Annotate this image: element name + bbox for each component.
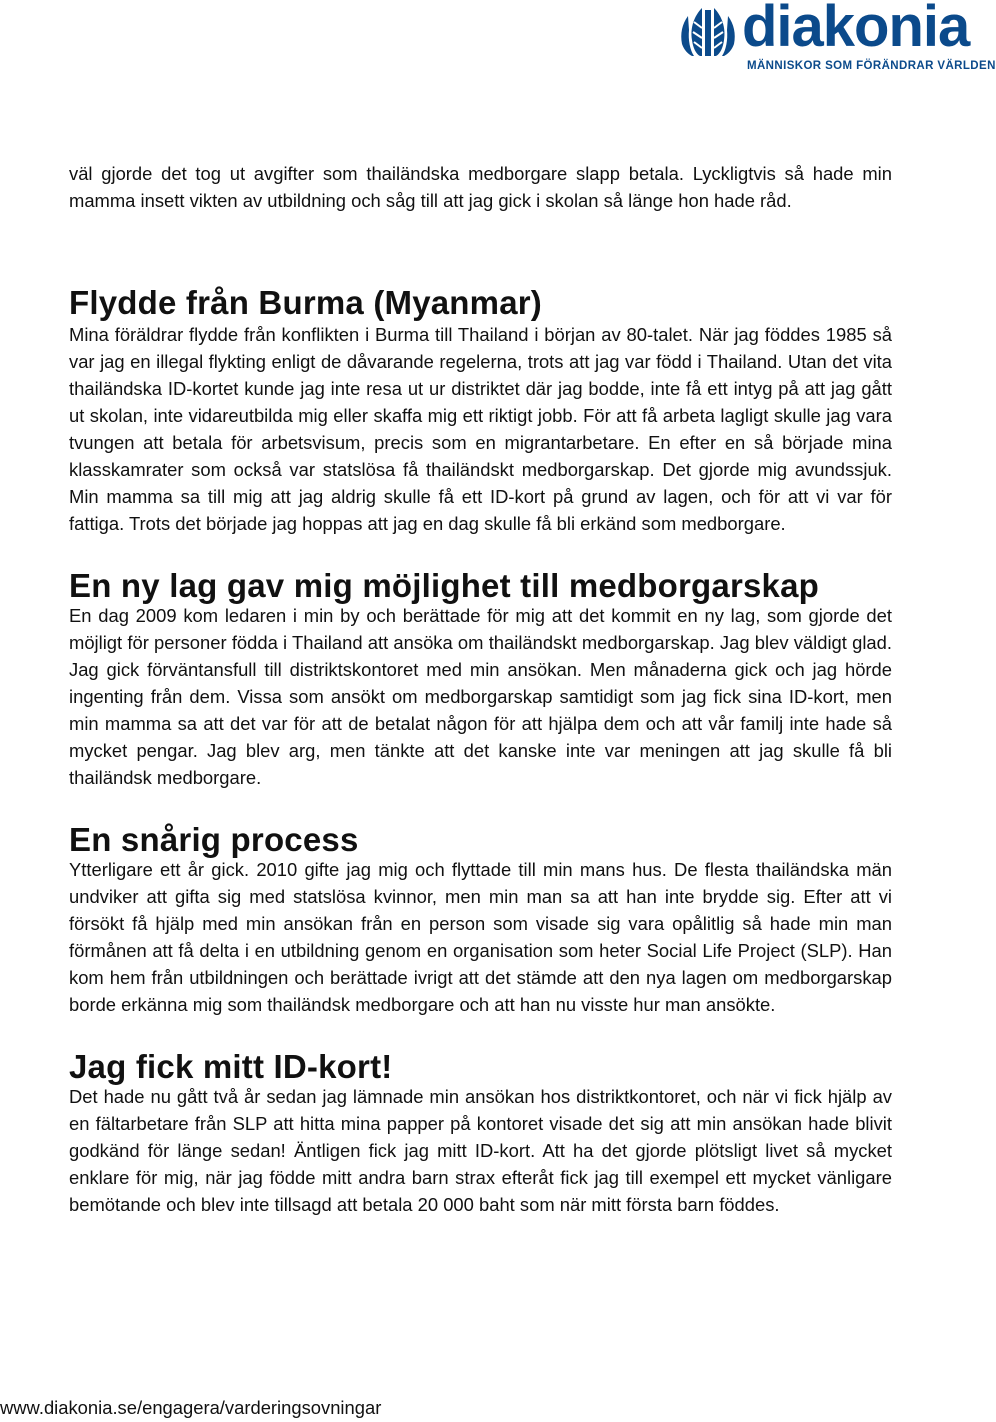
section-heading: En snårig process <box>69 821 359 858</box>
section-body: Ytterligare ett år gick. 2010 gifte jag mig och flyttade till min mans hus. De flesta thailändska män undviker att gifta sig med statslösa kvinnor, men min man sa att han inte brydde sig. Efter att vi försökt få hjälp med min ansökan från en person som visade sig vara opålitlig så hade min man förmånen att få delta i en utbildning genom en organisation som heter Social Life Project (SLP). Han kom hem från utbildningen och berättade ivrigt att det stämde att den nya lagen om medborgarskap borde erkänna mig som thailändsk medborgare och att han nu visste hur man ansökte. <box>69 859 892 1015</box>
logo-wordmark: diakonia <box>742 0 970 59</box>
wheat-sheaf-icon <box>680 6 736 58</box>
section-heading: En ny lag gav mig möjlighet till medborgarskap <box>69 567 820 604</box>
article <box>69 160 892 1218</box>
section-body: Det hade nu gått två år sedan jag lämnade min ansökan hos distriktkontoret, och när vi fick hjälp av en fältarbetare från SLP att hitta mina papper på kontoret visade det sig att min ansökan hade blivit godkänd för länge sedan! Äntligen fick jag mitt ID-kort. Att ha det gjorde plötsligt livet så mycket enklare för mig, när jag födde mitt andra barn strax efteråt fick jag till exempel ett mycket vänligare bemötande och blev inte tillsagd att betala 20 000 baht som när mitt första barn föddes. <box>69 1086 892 1215</box>
intro-paragraph: väl gjorde det tog ut avgifter som thailändska medborgare slapp betala. Lyckligtvis så hade min mamma insett vikten av utbildning och såg till att jag gick i skolan så länge hon hade råd. <box>69 163 892 211</box>
section-body: En dag 2009 kom ledaren i min by och berättade för mig att det kommit en ny lag, som gjorde det möjligt för personer födda i Thailand att ansöka om thailändskt medborgarskap. Jag blev väldigt glad. Jag gick förväntansfull till distriktskontoret med min ansökan. Men månaderna gick och jag hörde ingenting från dem. Vissa som ansökt om medborgarskap samtidigt som jag fick sina ID-kort, men min mamma sa att det var för att de betalat någon för att hjälpa dem och att vår familj inte hade så mycket pengar. Jag blev arg, men tänkte att det kanske inte var meningen att jag skulle få bli thailändsk medborgare. <box>69 605 892 788</box>
footer-url: www.diakonia.se/engagera/varderingsovningar <box>0 1397 382 1418</box>
logo-tagline: MÄNNISKOR SOM FÖRÄNDRAR VÄRLDEN <box>747 60 996 72</box>
section-heading: Flydde från Burma (Myanmar) <box>69 284 542 321</box>
section-heading: Jag fick mitt ID-kort! <box>69 1048 393 1085</box>
diakonia-logo <box>680 0 996 74</box>
section-body: Mina föräldrar flydde från konflikten i Burma till Thailand i början av 80-talet. När jag föddes 1985 så var jag en illegal flykting enligt de dåvarande regelerna, trots att jag var född i Thailand. Utan det vita thailändska ID-kortet kunde jag inte resa ut ur distriktet där jag bodde, inte få ett intyg på att jag gått ut skolan, inte vidareutbilda mig eller skaffa mig ett riktigt jobb. För att få arbeta lagligt skulle jag vara tvungen att betala för arbetsvisum, precis som en migrantarbetare. En efter en så började mina klasskamrater som också var statslösa få thailändskt medborgarskap. Det gjorde mig avundssjuk. Min mamma sa till mig att jag aldrig skulle få ett ID-kort på grund av lagen, och för att vi var för fattiga. Trots det började jag hoppas att jag en dag skulle få bli erkänd som medborgare. <box>69 324 892 534</box>
